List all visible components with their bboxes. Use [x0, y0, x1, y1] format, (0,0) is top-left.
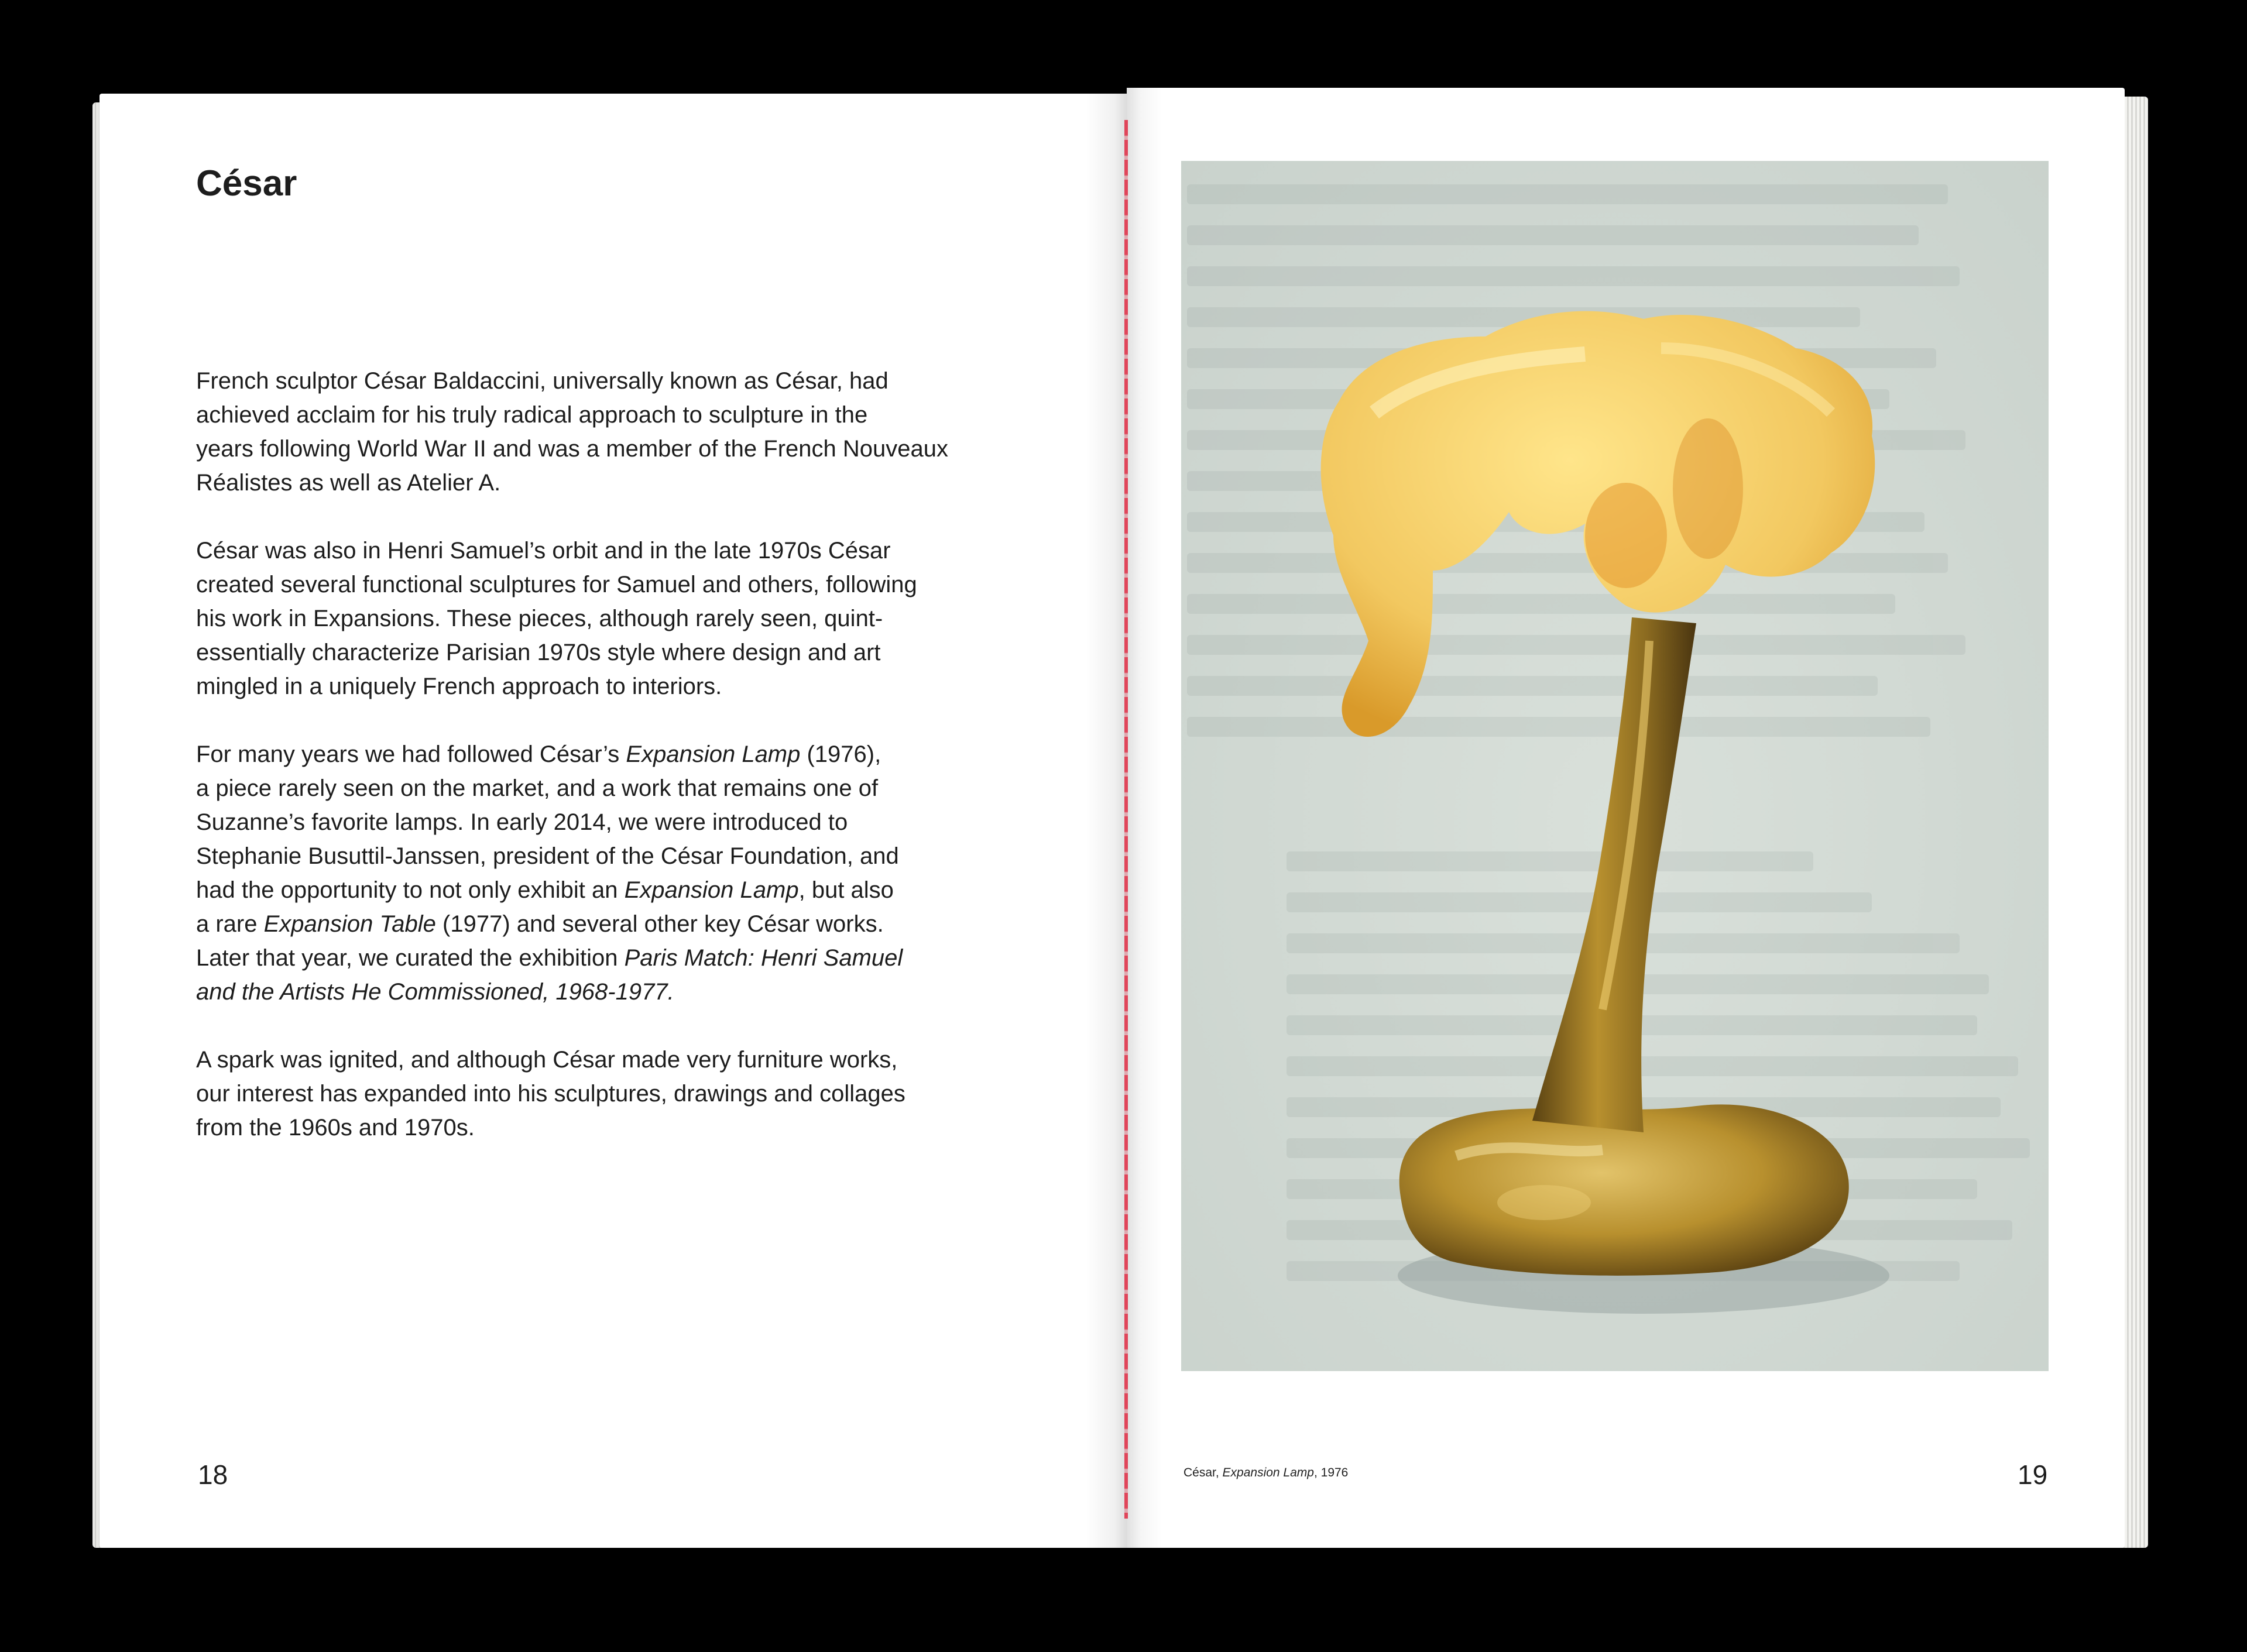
binding-stitch — [1124, 120, 1128, 1519]
text-run: Suzanne’s favorite lamps. In early 2014, we were introduced to — [196, 809, 848, 835]
text-run: years following World War II and was a member of the French Nouveaux — [196, 436, 948, 462]
photo-caption — [1183, 1466, 1348, 1480]
text-line — [196, 1077, 1092, 1111]
text-run: our interest has expanded into his sculptures, drawings and collages — [196, 1081, 905, 1107]
text-run: Réalistes as well as Atelier A. — [196, 470, 501, 496]
text-line — [196, 805, 1092, 839]
italic-title-run: Expansion Table — [263, 911, 436, 937]
caption-artist: César, — [1183, 1466, 1223, 1479]
text-run: Stephanie Busuttil-Janssen, president of the César Foundation, and — [196, 843, 899, 869]
article-body — [196, 364, 1092, 1179]
body-paragraph — [196, 364, 1092, 500]
text-line — [196, 669, 1092, 703]
page-number-right: 19 — [2018, 1459, 2048, 1490]
text-line — [196, 1043, 1092, 1077]
italic-title-run: and the Artists He Commissioned, 1968-1977. — [196, 979, 674, 1005]
text-line — [196, 839, 1092, 873]
text-run: Later that year, we curated the exhibition — [196, 945, 625, 971]
page-number-left: 18 — [198, 1459, 228, 1490]
text-line — [196, 941, 1092, 975]
text-line — [196, 1111, 1092, 1145]
italic-title-run: Expansion Lamp — [624, 877, 799, 903]
text-run: from the 1960s and 1970s. — [196, 1115, 475, 1141]
text-line — [196, 737, 1092, 771]
italic-title-run: Paris Match: Henri Samuel — [624, 945, 903, 971]
text-run: mingled in a uniquely French approach to interiors. — [196, 674, 722, 699]
text-run: (1976), — [800, 741, 881, 767]
body-paragraph — [196, 534, 1092, 703]
right-gutter-shadow — [1127, 88, 1162, 1548]
text-line — [196, 636, 1092, 669]
text-line — [196, 398, 1092, 432]
text-run: achieved acclaim for his truly radical approach to sculpture in the — [196, 402, 868, 428]
text-run: , but also — [798, 877, 894, 903]
body-paragraph — [196, 1043, 1092, 1145]
italic-title-run: Expansion Lamp — [626, 741, 801, 767]
text-run: created several functional sculptures for Samuel and others, following — [196, 572, 917, 597]
text-line — [196, 975, 1092, 1009]
body-paragraph — [196, 737, 1092, 1009]
text-line — [196, 568, 1092, 602]
text-run: had the opportunity to not only exhibit an — [196, 877, 625, 903]
text-run: (1977) and several other key César works. — [435, 911, 884, 937]
text-line — [196, 771, 1092, 805]
caption-year: , 1976 — [1313, 1466, 1349, 1479]
text-line — [196, 873, 1092, 907]
text-line — [196, 432, 1092, 466]
text-run: For many years we had followed César’s — [196, 741, 626, 767]
expansion-lamp-photo — [1181, 161, 2049, 1371]
text-run: César was also in Henri Samuel’s orbit and in the late 1970s César — [196, 538, 891, 564]
text-run: A spark was ignited, and although César made very furniture works, — [196, 1047, 898, 1073]
text-run: essentially characterize Parisian 1970s style where design and art — [196, 640, 881, 665]
text-line — [196, 364, 1092, 398]
text-run: French sculptor César Baldaccini, universally known as César, had — [196, 368, 888, 394]
text-line — [196, 466, 1092, 500]
left-gutter-shadow — [1086, 94, 1127, 1548]
text-line — [196, 602, 1092, 636]
text-line — [196, 534, 1092, 568]
text-line — [196, 907, 1092, 941]
text-run: his work in Expansions. These pieces, although rarely seen, quint- — [196, 606, 883, 631]
text-run: a piece rarely seen on the market, and a work that remains one of — [196, 775, 879, 801]
page-title: César — [196, 163, 297, 204]
text-run: a rare — [196, 911, 264, 937]
caption-work: Expansion Lamp — [1222, 1466, 1314, 1479]
